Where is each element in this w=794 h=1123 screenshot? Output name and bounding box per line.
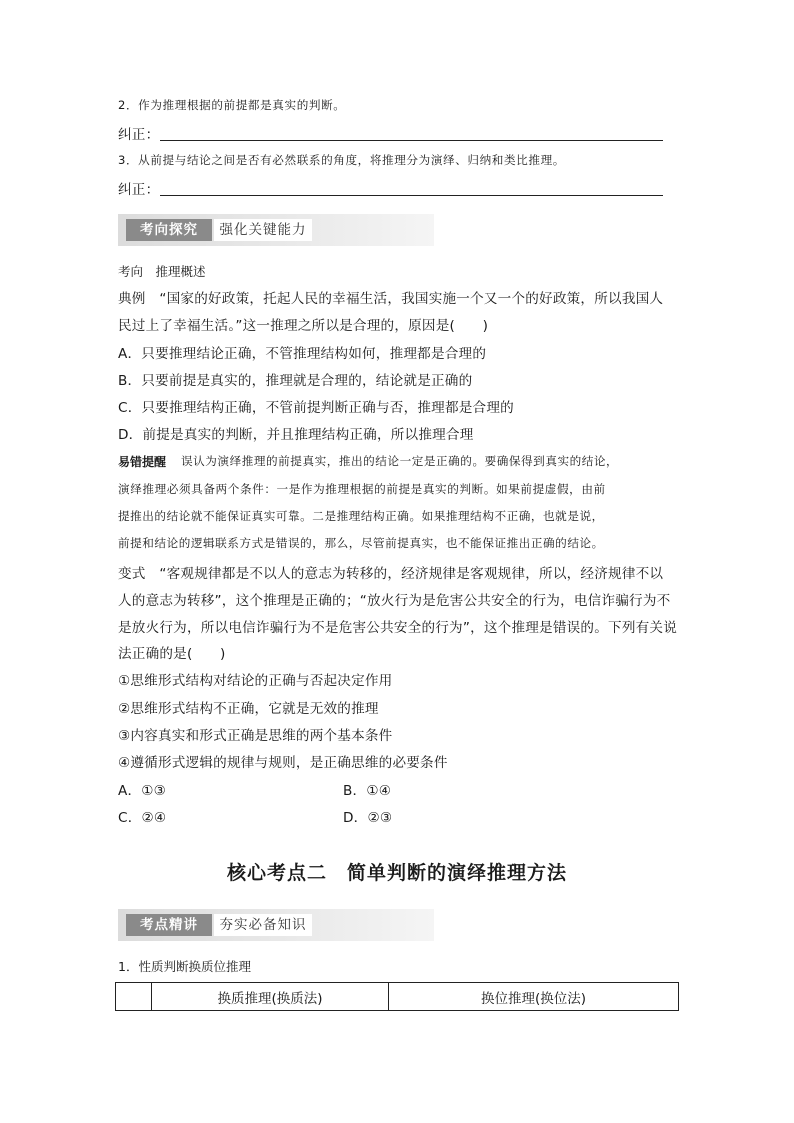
statement: ②思维形式结构不正确，它就是无效的推理 xyxy=(118,701,379,717)
choice-d: D．②③ xyxy=(343,810,393,826)
choice-a: A．①③ xyxy=(118,783,167,799)
table-header-cell: 换位推理(换位法) xyxy=(389,983,679,1011)
table-header-cell: 换质推理(换质法) xyxy=(152,983,389,1011)
option-a: A．只要推理结论正确，不管推理结构如何，推理都是合理的 xyxy=(118,346,487,362)
correct-label: 纠正： xyxy=(118,127,160,143)
variant-line: 人的意志为转移”，这个推理是正确的；“放火行为是危害公共安全的行为，电信诈骗行为不 xyxy=(118,593,671,609)
intro-item-3: 3．从前提与结论之间是否有必然联系的角度，将推理分为演绎、归纳和类比推理。 xyxy=(118,153,565,167)
warning-line: 前提和结论的逻辑联系方式是错误的，那么，尽管前提真实，也不能保证推出正确的结论。 xyxy=(118,536,604,550)
subsection-heading: 1．性质判断换质位推理 xyxy=(118,959,251,974)
option-d: D．前提是真实的判断，并且推理结构正确，所以推理合理 xyxy=(118,427,474,443)
variant-line: 法正确的是( ) xyxy=(118,646,226,662)
warning-line: 演绎推理必须具备两个条件：一是作为推理根据的前提是真实的判断。如果前提虚假，由前 xyxy=(118,482,606,496)
warning-line: 提推出的结论就不能保证真实可靠。二是推理结构正确。如果推理结构不正确，也就是说， xyxy=(118,509,604,523)
statement: ④遵循形式逻辑的规律与规则，是正确思维的必要条件 xyxy=(118,755,448,771)
variant-line: 变式 “客观规律都是不以人的意志为转移的，经济规律是客观规律，所以，经济规律不以 xyxy=(118,566,664,582)
section-heading: 核心考点二 简单判断的演绎推理方法 xyxy=(226,862,567,884)
banner-subtitle: 强化关键能力 xyxy=(214,219,312,241)
example-line: 典例 “国家的好政策，托起人民的幸福生活，我国实施一个又一个的好政策，所以我国人 xyxy=(118,291,664,307)
intro-item-2: 2．作为推理根据的前提都是真实的判断。 xyxy=(118,98,346,112)
inference-table xyxy=(115,982,679,1011)
choice-b: B．①④ xyxy=(343,783,392,799)
choice-c: C．②④ xyxy=(118,810,167,826)
table-header-row xyxy=(116,983,679,1011)
topic-heading: 考向 推理概述 xyxy=(118,264,206,279)
warning-label: 易错提醒 xyxy=(118,455,167,469)
banner-tag: 考向探究 xyxy=(126,219,212,241)
warning-line: 误认为演绎推理的前提真实，推出的结论一定是正确的。要确保得到真实的结论， xyxy=(181,454,619,468)
banner-subtitle: 夯实必备知识 xyxy=(214,914,312,936)
answer-underline xyxy=(160,195,663,196)
banner-tag: 考点精讲 xyxy=(126,914,212,936)
variant-line: 是放火行为，所以电信诈骗行为不是危害公共安全的行为”，这个推理是错误的。下列有关说 xyxy=(118,620,677,636)
example-line: 民过上了幸福生活。”这一推理之所以是合理的，原因是( ) xyxy=(118,318,489,334)
correct-label: 纠正： xyxy=(118,182,160,198)
option-b: B．只要前提是真实的，推理就是合理的，结论就是正确的 xyxy=(118,373,473,389)
statement: ③内容真实和形式正确是思维的两个基本条件 xyxy=(118,728,393,744)
answer-underline xyxy=(160,140,663,141)
statement: ①思维形式结构对结论的正确与否起决定作用 xyxy=(118,673,393,689)
table-cell-empty xyxy=(116,983,152,1011)
option-c: C．只要推理结构正确，不管前提判断正确与否，推理都是合理的 xyxy=(118,400,514,416)
